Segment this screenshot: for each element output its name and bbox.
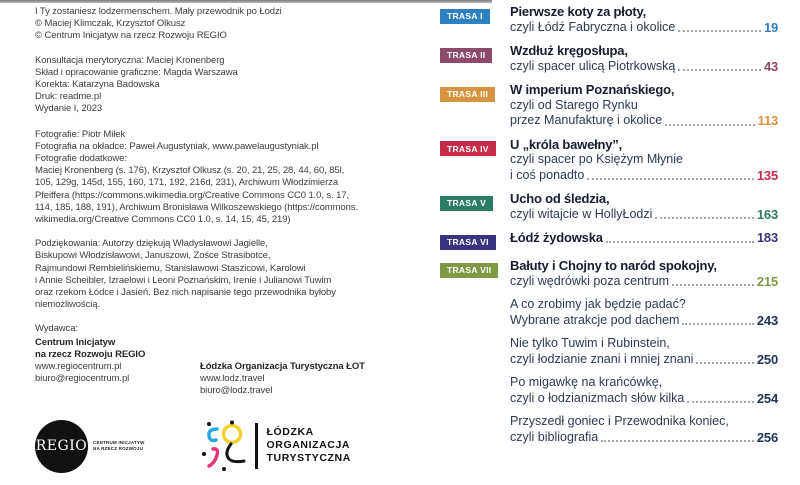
toc-entry — [440, 230, 778, 250]
toc-entry — [440, 191, 778, 222]
publisher-regio-name-1: Centrum Inicjatyw — [35, 336, 116, 348]
toc-entry-body — [510, 258, 778, 289]
page-number: 250 — [756, 351, 778, 367]
colophon-line: I Ty zostaniesz lodzermenschem. Mały przewodnik po Łodzi — [35, 6, 282, 17]
colophon — [35, 6, 430, 473]
dotted-leader — [687, 401, 754, 403]
trasa-badge-cell — [440, 230, 510, 250]
toc-line: U „króla bawełny”, — [510, 136, 622, 152]
toc-line: Bałuty i Chojny to naród spokojny, — [510, 258, 717, 273]
toc-entry — [440, 258, 778, 289]
toc-line: Ucho od śledzia, — [510, 191, 610, 206]
dotted-leader — [587, 178, 754, 180]
page-number: 135 — [756, 167, 778, 183]
lot-caption-line: ORGANIZACJA — [266, 439, 351, 452]
trasa-badge: TRASA I — [440, 9, 490, 24]
publisher-regio — [35, 337, 200, 398]
table-of-contents — [440, 4, 778, 453]
toc-line: czyli spacer po Księżym Młynie — [510, 152, 683, 166]
trasa-badge-cell — [440, 137, 510, 184]
toc-entry-body — [510, 82, 778, 129]
colophon-line: © Centrum Inicjatyw na rzecz Rozwoju REGIO — [35, 30, 227, 42]
toc-last-line — [510, 352, 778, 368]
colophon-line: niemożliwością. — [35, 299, 101, 311]
page-number: 215 — [756, 273, 778, 289]
colophon-line: © Maciej Klimczak, Krzysztof Olkusz — [35, 18, 186, 30]
toc-last-line — [510, 313, 778, 329]
toc-entry — [440, 82, 778, 129]
regio-caption-line: NA RZECZ ROZWOJU — [93, 446, 144, 452]
colophon-line: Fotografie: Piotr Miłek — [35, 128, 126, 140]
colophon-line: 105, 129g, 145d, 155, 160, 171, 192, 216d, 231), Archiwum Włodzimierza — [35, 177, 339, 189]
toc-last-line — [510, 274, 778, 290]
toc-entry-body — [510, 43, 778, 74]
toc-line: czyli o łodzianizmach słów kilka — [510, 390, 685, 405]
lot-logo-icon — [200, 420, 248, 472]
toc-entry-body — [510, 191, 778, 222]
page-number: 113 — [757, 113, 778, 128]
publisher-lot-email: biuro@lodz.travel — [200, 385, 273, 397]
toc-line: czyli bibliografia — [510, 429, 599, 444]
toc-last-line — [510, 207, 778, 223]
trasa-badge: TRASA VII — [440, 263, 498, 278]
trasa-badge: TRASA IV — [440, 141, 496, 156]
page-number: 43 — [763, 58, 778, 74]
colophon-line: Podziękowania: Autorzy dziękują Władysławowi Jagielle, — [35, 238, 268, 250]
colophon-line: Maciej Kronenberg (s. 176), Krzysztof Olkusz (s. 20, 21, 25, 28, 44, 60, 85l, — [35, 165, 345, 177]
publisher-regio-email: biuro@regiocentrum.pl — [35, 373, 130, 385]
colophon-line: Konsultacja merytoryczna: Maciej Kronenberg — [35, 54, 225, 66]
lot-logo — [200, 420, 351, 472]
trasa-badge: TRASA III — [440, 87, 495, 102]
publisher-regio-name-2: na rzecz Rozwoju REGIO — [35, 348, 146, 360]
toc-line: W imperium Poznańskiego, — [510, 82, 675, 97]
toc-line: Przyszedł goniec i Przewodnika koniec, — [510, 414, 729, 428]
lot-logo-divider — [255, 423, 258, 469]
toc-line: czyli witajcie w HollyŁodzi — [510, 206, 653, 221]
colophon-paragraph — [35, 129, 430, 227]
trasa-badge-cell — [440, 414, 510, 445]
dotted-leader — [696, 362, 753, 364]
toc-line: Po migawkę na krańcówkę, — [510, 375, 663, 389]
toc-line: A co zrobimy jak będzie padać? — [510, 297, 686, 311]
dotted-leader — [682, 323, 753, 325]
toc-line: czyli Łódź Fabryczna i okolice — [510, 19, 676, 34]
colophon-line: Pfeiffera (https://commons.wikimedia.org/Creative Commons CC0 1.0, s. 17, — [35, 189, 350, 201]
toc-line: Wybrane atrakcje pod dachem — [510, 312, 680, 327]
publisher-label: Wydawca: — [35, 323, 78, 335]
toc-line: Łódź żydowska — [510, 230, 603, 245]
dotted-leader — [655, 217, 754, 219]
toc-line: czyli wędrówki poza centrum — [510, 273, 670, 288]
colophon-paragraph — [35, 6, 430, 43]
toc-last-line — [510, 113, 778, 129]
page-number: 163 — [756, 206, 778, 222]
toc-last-line — [510, 391, 778, 407]
toc-entry-body — [510, 230, 778, 250]
dotted-leader — [606, 241, 754, 243]
toc-line: Wzdłuż kręgosłupa, — [510, 43, 628, 58]
trasa-badge-cell — [440, 43, 510, 74]
regio-logo — [35, 420, 200, 473]
publisher-lot — [200, 337, 430, 398]
toc-entry-body — [510, 297, 778, 328]
trasa-badge-cell — [440, 4, 510, 35]
toc-entry-body — [510, 336, 778, 367]
toc-line: Pierwsze koty za płoty, — [510, 4, 647, 19]
toc-entry — [440, 137, 778, 184]
colophon-line: Skład i opracowanie graficzne: Magda Warszawa — [35, 66, 238, 78]
toc-entry — [440, 414, 778, 445]
regio-caption-line: CENTRUM INICJATYW — [93, 440, 145, 446]
page-number: 256 — [756, 429, 778, 445]
page-number: 254 — [756, 390, 778, 406]
trasa-badge-cell — [440, 297, 510, 328]
lot-caption-line: TURYSTYCZNA — [266, 452, 351, 465]
colophon-line: oraz rzekom Łódce i Jasień. Bez nich napisanie tego przewodnika byłoby — [35, 287, 336, 299]
colophon-line: i Annie Scheibler, Izraelowi i Leoni Poznańskim, Irenie i Julianowi Tuwim — [35, 274, 332, 286]
publisher-regio-www: www.regiocentrum.pl — [35, 361, 122, 373]
page-number: 183 — [756, 230, 778, 245]
toc-last-line — [510, 59, 778, 75]
dotted-leader — [672, 284, 754, 286]
toc-entry — [440, 375, 778, 406]
toc-last-line — [510, 230, 778, 246]
toc-entry-body — [510, 4, 778, 35]
regio-logo-icon: REGIO — [35, 420, 88, 473]
lot-logo-caption — [267, 426, 351, 465]
toc-last-line — [510, 168, 778, 184]
toc-entry-body — [510, 137, 778, 184]
colophon-line: Druk: readme.pl — [35, 91, 102, 103]
toc-line: czyli od Starego Rynku — [510, 97, 638, 112]
dotted-leader — [678, 30, 761, 32]
toc-line: i coś ponadto — [510, 167, 585, 182]
toc-entry-body — [510, 375, 778, 406]
colophon-line: Fotografie dodatkowe: — [35, 153, 127, 165]
trasa-badge: TRASA II — [440, 48, 492, 63]
toc-line: czyli spacer ulicą Piotrkowską — [510, 58, 676, 73]
trasa-badge-cell — [440, 82, 510, 129]
toc-line: Nie tylko Tuwim i Rubinstein, — [510, 336, 670, 350]
colophon-line: Korekta: Katarzyna Badowska — [35, 79, 160, 91]
colophon-line: Wydanie I, 2023 — [35, 103, 103, 115]
trasa-badge-cell — [440, 375, 510, 406]
page-number: 19 — [763, 19, 778, 35]
page-number: 243 — [756, 312, 778, 328]
toc-entry — [440, 43, 778, 74]
publisher-lot-name: Łódzka Organizacja Turystyczna ŁOT — [200, 361, 365, 373]
trasa-badge: TRASA VI — [440, 235, 496, 250]
colophon-line: Fotografia na okładce: Paweł Augustyniak, www.pawelaugustyniak.pl — [35, 140, 319, 152]
trasa-badge-cell — [440, 191, 510, 222]
toc-entry — [440, 336, 778, 367]
colophon-paragraphs — [35, 6, 430, 311]
toc-last-line — [510, 20, 778, 36]
toc-entry-body — [510, 414, 778, 445]
colophon-line: Biskupowi Włodzisławowi, Januszowi, Zośce Strasibotce, — [35, 250, 271, 262]
trasa-badge-cell — [440, 258, 510, 289]
trasa-badge-cell — [440, 336, 510, 367]
publisher-logos — [35, 420, 430, 473]
colophon-line: wikimedia.org/Creative Commons CC0 1.0, s. 14, 15, 45, 219) — [35, 214, 291, 226]
dotted-leader — [601, 440, 754, 442]
dotted-leader — [678, 69, 761, 71]
publisher-block — [35, 337, 430, 398]
dotted-leader — [665, 124, 754, 126]
colophon-paragraph — [35, 55, 430, 116]
publisher-lot-www: www.lodz.travel — [200, 373, 265, 385]
colophon-line: 114, 185, 188, 191), Archiwum Bronisława Wilkoszewskiego (https://commons. — [35, 201, 358, 213]
colophon-paragraph — [35, 238, 430, 311]
toc-line: przez Manufakturę i okolice — [510, 113, 663, 127]
lot-caption-line: ŁÓDZKA — [266, 426, 314, 439]
colophon-line: Rajmundowi Rembielińskiemu, Stanisławowi Staszicowi, Karolowi — [35, 262, 306, 274]
toc-entry — [440, 4, 778, 35]
toc-line: czyli łodzianie znani i mniej znani — [510, 351, 694, 366]
trasa-badge: TRASA V — [440, 196, 493, 211]
regio-logo-caption — [93, 440, 145, 452]
toc-last-line — [510, 430, 778, 446]
scan-edge-strip — [0, 0, 492, 3]
toc-entry — [440, 297, 778, 328]
